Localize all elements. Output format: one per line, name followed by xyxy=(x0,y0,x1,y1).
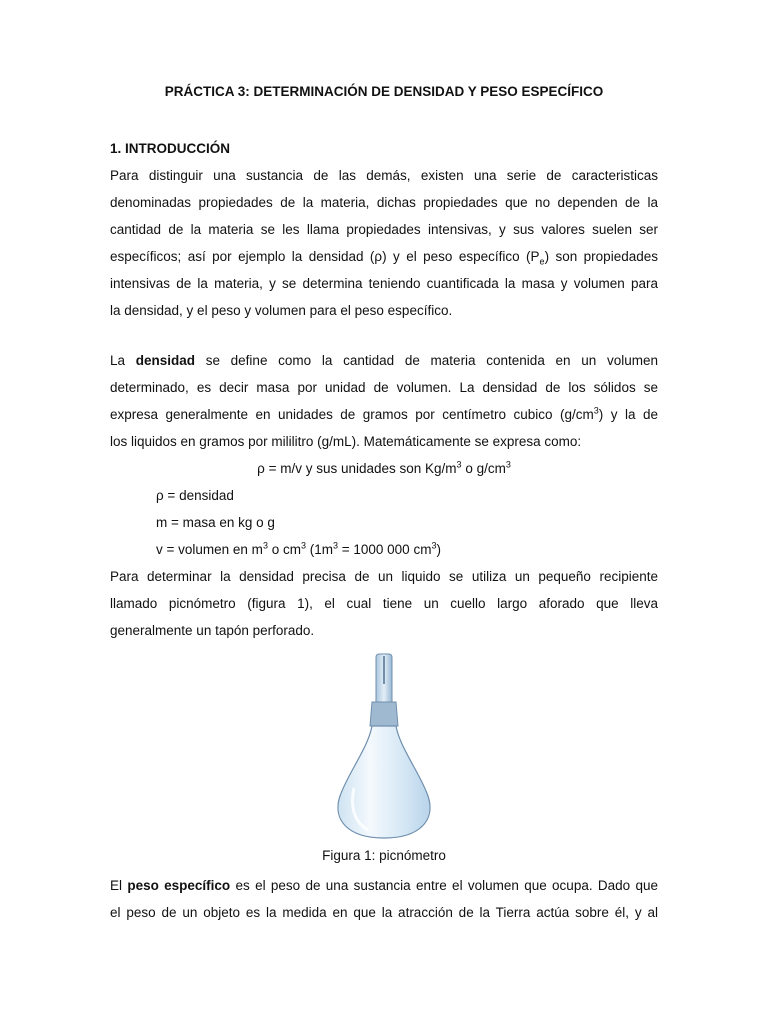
paragraph-line: el peso de un objeto es la medida en que la atracción de la Tierra actúa sobre él, y al xyxy=(110,905,658,920)
paragraph-line: determinado, es decir masa por unidad de volumen. La densidad de los sólidos se xyxy=(110,380,658,395)
paragraph-line: expresa generalmente en unidades de gramos por centímetro cubico $(g/cm^3)$ y la de xyxy=(110,405,658,422)
definition-mass: m = masa en kg o g xyxy=(156,515,275,530)
paragraph-line: Para determinar la densidad precisa de un liquido se utiliza un pequeño recipiente xyxy=(110,569,658,584)
paragraph-line: llamado picnómetro (figura 1), el cual tiene un cuello largo aforado que lleva xyxy=(110,596,658,611)
definition-volume: v = volumen en $m^3$ o $cm^3$ ($1m^3 = 1000$ 000 $cm^3$) xyxy=(156,540,441,557)
figure-caption: Figura 1: picnómetro xyxy=(322,848,446,863)
peso-section xyxy=(110,872,658,926)
paragraph-line: intensivas de la materia, y se determina teniendo cuantificada la masa y volumen para xyxy=(110,276,658,291)
peso-term: peso específico xyxy=(127,878,231,893)
paragraph-line: cantidad de la materia se les llama propiedades intensivas, y sus valores suelen ser xyxy=(110,222,658,237)
density-section xyxy=(110,347,658,644)
pycnometer-figure xyxy=(316,648,452,844)
paragraph-line: específicos; así por ejemplo la densidad (ρ) y el peso específico $(P_e)$ son propiedades xyxy=(110,249,658,267)
page-title: PRÁCTICA 3: DETERMINACIÓN DE DENSIDAD Y PESO ESPECÍFICO xyxy=(164,84,604,99)
paragraph-line: los liquidos en gramos por mililitro (g/mL). Matemáticamente se expresa como: xyxy=(110,434,582,449)
paragraph-line: denominadas propiedades de la materia, dichas propiedades que no dependen de la xyxy=(110,195,658,210)
intro-section xyxy=(110,135,658,324)
paragraph-line: generalmente un tapón perforado. xyxy=(110,623,315,638)
density-formula: ρ = m/v y sus unidades son $Kg/m^3$ o $g/cm^3$ xyxy=(257,459,511,476)
paragraph-line: la densidad, y el peso y volumen para el peso específico. xyxy=(110,303,453,318)
paragraph-line: Para distinguir una sustancia de las demás, existen una serie de caracteristicas xyxy=(110,168,658,183)
paragraph-line: La densidad se define como la cantidad de materia contenida en un volumen xyxy=(110,353,658,368)
section-heading-intro: 1. INTRODUCCIÓN xyxy=(110,141,231,156)
definition-rho: ρ = densidad xyxy=(156,488,234,503)
pycnometer-icon xyxy=(316,648,452,844)
density-term: densidad xyxy=(135,353,195,368)
paragraph-line: El peso específico es el peso de una sustancia entre el volumen que ocupa. Dado que xyxy=(110,878,658,893)
